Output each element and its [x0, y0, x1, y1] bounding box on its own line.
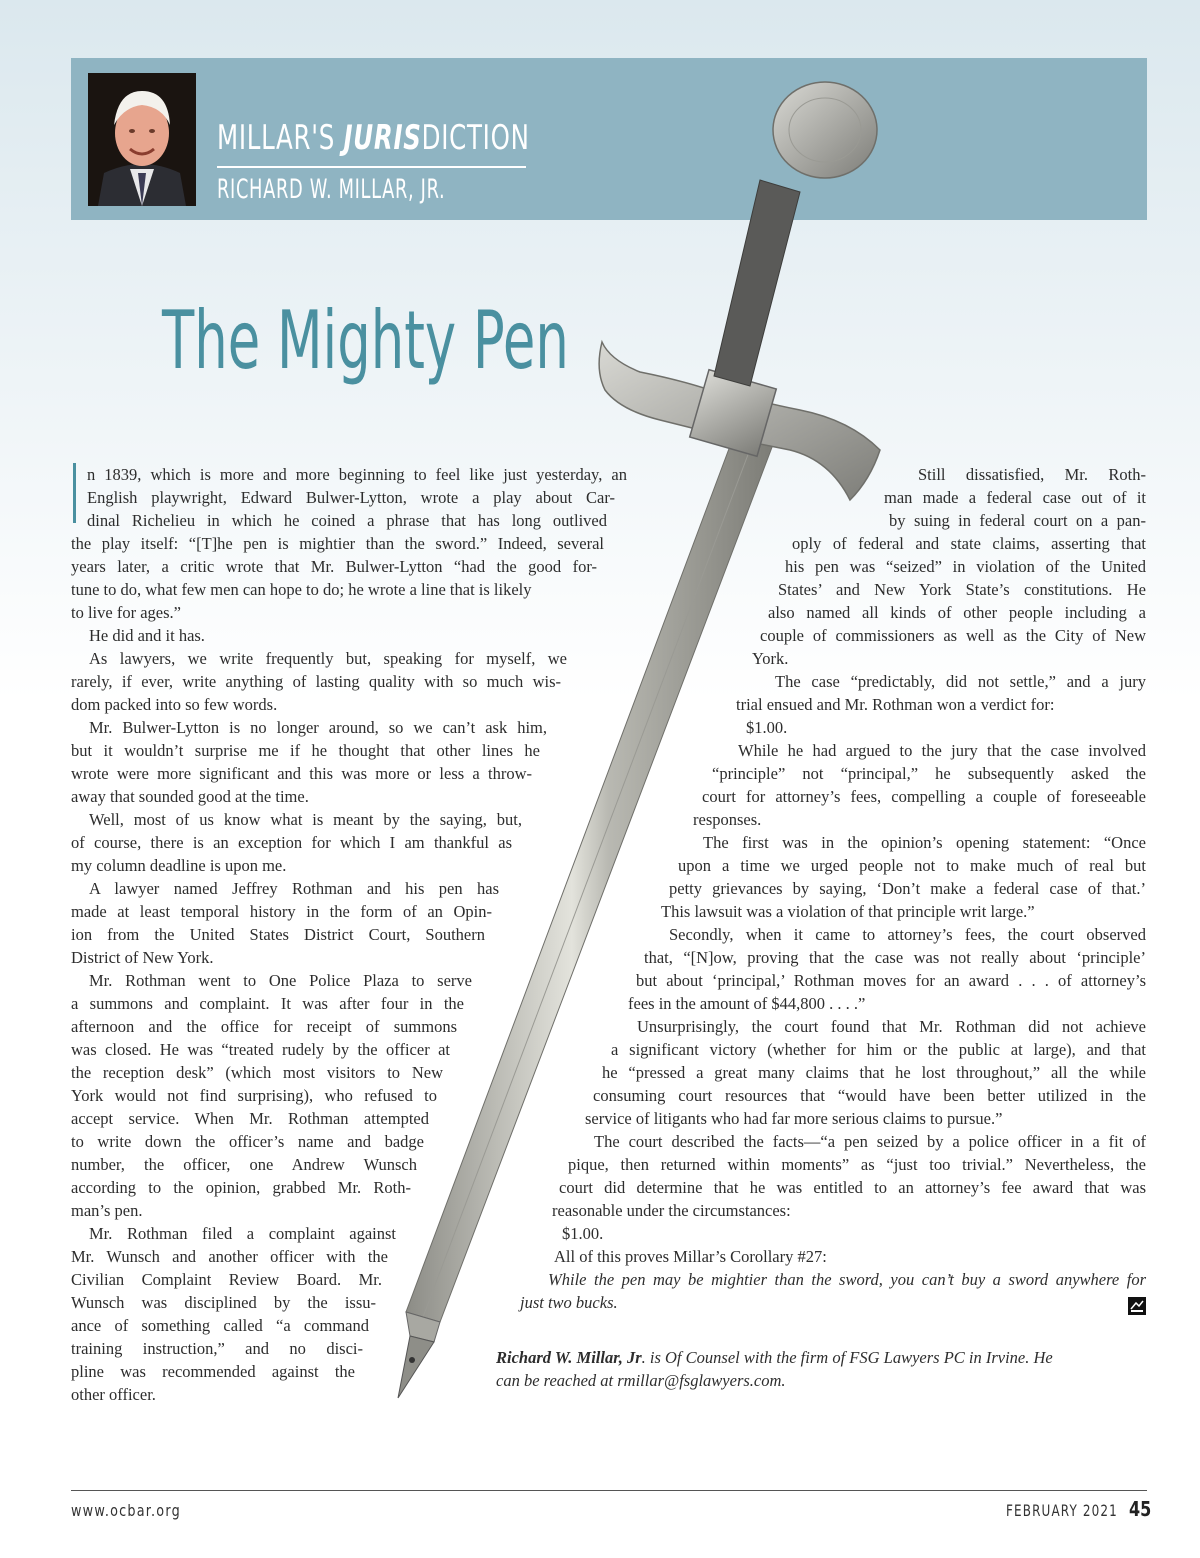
left-column-line: A lawyer named Jeffrey Rothman and his pen has [89, 879, 499, 898]
column-title-post: DICTION [421, 118, 530, 158]
left-column-line: York would not find surprising), who refused to [71, 1086, 437, 1105]
right-column-line: that, “[N]ow, proving that the case was not really about ‘principle’ [644, 948, 1146, 967]
left-column-line: other officer. [71, 1385, 156, 1404]
right-column-line: couple of commissioners as well as the City of New [760, 626, 1146, 645]
article-headline: The Mighty Pen [162, 294, 569, 387]
right-column-line: York. [752, 649, 789, 668]
left-column-line: to live for ages.” [71, 603, 181, 622]
left-column-line: English playwright, Edward Bulwer-Lytton, wrote a play about Car- [87, 488, 615, 507]
right-column-line: All of this proves Millar’s Corollary #27: [554, 1247, 827, 1266]
right-column-line: reasonable under the circumstances: [552, 1201, 791, 1220]
right-column-line: just two bucks. [520, 1293, 618, 1312]
left-column-line: number, the officer, one Andrew Wunsch [71, 1155, 417, 1174]
right-column-line: oply of federal and state claims, asserting that [792, 534, 1146, 553]
left-column-line: n 1839, which is more and more beginning to feel like just yesterday, an [87, 465, 627, 484]
left-column-line: the play itself: “[T]he pen is mightier than the sword.” Indeed, several [71, 534, 604, 553]
right-column-line: upon a time we urged people not to make much of real but [678, 856, 1146, 875]
left-column-line: away that sounded good at the time. [71, 787, 309, 806]
left-column-line: a summons and complaint. It was after four in the [71, 994, 464, 1013]
right-column-line: The first was in the opinion’s opening statement: “Once [703, 833, 1146, 852]
left-column-line: dinal Richelieu in which he coined a phrase that has long outlived [87, 511, 607, 530]
right-column-line: pique, then returned within moments” as “just too trivial.” Nevertheless, the [568, 1155, 1146, 1174]
left-column-line: Civilian Complaint Review Board. Mr. [71, 1270, 382, 1289]
left-column-line: Mr. Bulwer-Lytton is no longer around, so we can’t ask him, [89, 718, 547, 737]
left-column-line: years later, a critic wrote that Mr. Bulwer-Lytton “had the good for- [71, 557, 597, 576]
author-bio-name: Richard W. Millar, Jr [496, 1348, 642, 1367]
left-column-line: wrote were more significant and this was more or less a throw- [71, 764, 532, 783]
right-column-line: by suing in federal court on a pan- [889, 511, 1146, 530]
right-column-line: but about ‘principal,’ Rothman moves for an award . . . of attorney’s [636, 971, 1146, 990]
author-photo [88, 73, 196, 206]
left-column-line: my column deadline is upon me. [71, 856, 287, 875]
right-column-line: his pen was “seized” in violation of the United [785, 557, 1146, 576]
left-column-line: He did and it has. [89, 626, 205, 645]
left-column-line: Well, most of us know what is meant by the saying, but, [89, 810, 522, 829]
right-column-line: consuming court resources that “would have been better utilized in the [593, 1086, 1146, 1105]
right-column-line: Secondly, when it came to attorney’s fees, the court observed [669, 925, 1146, 944]
column-title-italic: JURIS [343, 118, 422, 158]
left-column-line: ion from the United States District Court, Southern [71, 925, 485, 944]
right-column-line: man made a federal case out of it [884, 488, 1146, 507]
right-column-line: a significant victory (whether for him or the public at large), and that [611, 1040, 1146, 1059]
right-column-line: While the pen may be mightier than the sword, you can’t buy a sword anywhere for [548, 1270, 1146, 1289]
right-column-line: he “pressed a great many claims that he lost throughout,” all the while [602, 1063, 1146, 1082]
left-column-line: pline was recommended against the [71, 1362, 355, 1381]
left-column-line: rarely, if ever, write anything of lasting quality with so much wis- [71, 672, 561, 691]
right-column-line: trial ensued and Mr. Rothman won a verdict for: [736, 695, 1055, 714]
left-column-line: training instruction,” and no disci- [71, 1339, 363, 1358]
right-column-line: petty grievances by saying, ‘Don’t make a federal case of that.’ [669, 879, 1146, 898]
right-column-line: fees in the amount of $44,800 . . . .” [628, 994, 866, 1013]
author-bio-text: . is Of Counsel with the firm of FSG Lawyers PC in Irvine. He [641, 1348, 1053, 1367]
left-column-line: according to the opinion, grabbed Mr. Roth- [71, 1178, 411, 1197]
page-number: 45 [1129, 1497, 1152, 1521]
left-column-line: afternoon and the office for receipt of summons [71, 1017, 457, 1036]
left-column-line: Mr. Wunsch and another officer with the [71, 1247, 388, 1266]
right-column-line: States’ and New York State’s constitutions. He [778, 580, 1146, 599]
left-column-line: Wunsch was disciplined by the issu- [71, 1293, 376, 1312]
right-column-line: $1.00. [746, 718, 788, 737]
column-author: RICHARD W. MILLAR, JR. [217, 174, 446, 205]
left-column-line: made at least temporal history in the form of an Opin- [71, 902, 492, 921]
left-column-line: ance of something called “a command [71, 1316, 369, 1335]
drop-cap [73, 463, 76, 523]
footer-website: www.ocbar.org [71, 1501, 181, 1520]
column-title-pre: MILLAR'S [217, 118, 344, 158]
right-column-line: service of litigants who had far more serious claims to pursue.” [585, 1109, 1003, 1128]
left-column-line: tune to do, what few men can hope to do; he wrote a line that is likely [71, 580, 532, 599]
author-bio-line-1 [496, 1346, 1053, 1369]
right-column-line: court did determine that he was entitled to an attorney’s fee award that was [559, 1178, 1146, 1197]
left-column-line: Mr. Rothman filed a complaint against [89, 1224, 396, 1243]
left-column-line: dom packed into so few words. [71, 695, 278, 714]
right-column-line: court for attorney’s fees, compelling a couple of foreseeable [702, 787, 1146, 806]
right-column-line: While he had argued to the jury that the case involved [738, 741, 1146, 760]
left-column-line: As lawyers, we write frequently but, speaking for myself, we [89, 649, 567, 668]
end-mark-icon [1128, 1297, 1146, 1315]
left-column-line: District of New York. [71, 948, 214, 967]
right-column-line: The court described the facts—“a pen seized by a police officer in a fit of [594, 1132, 1146, 1151]
left-column-line: Mr. Rothman went to One Police Plaza to serve [89, 971, 472, 990]
right-column-line: The case “predictably, did not settle,” and a jury [775, 672, 1146, 691]
left-column-line: the reception desk” (which most visitors to New [71, 1063, 443, 1082]
left-column-line: but it wouldn’t surprise me if he thought that other lines he [71, 741, 540, 760]
right-column-line: $1.00. [562, 1224, 604, 1243]
right-column-line: Unsurprisingly, the court found that Mr. Rothman did not achieve [637, 1017, 1146, 1036]
right-column-line: “principle” not “principal,” he subsequently asked the [712, 764, 1146, 783]
right-column-line: Still dissatisfied, Mr. Roth- [918, 465, 1146, 484]
right-column-line: This lawsuit was a violation of that principle writ large.” [661, 902, 1035, 921]
right-column-line: also named all kinds of other people including a [768, 603, 1146, 622]
left-column-line: man’s pen. [71, 1201, 143, 1220]
author-bio-line-2: can be reached at rmillar@fsglawyers.com. [496, 1371, 786, 1390]
footer-issue-date: FEBRUARY 2021 [1006, 1501, 1118, 1520]
left-column-line: of course, there is an exception for which I am thankful as [71, 833, 512, 852]
footer-rule [71, 1490, 1147, 1491]
left-column-line: accept service. When Mr. Rothman attempted [71, 1109, 429, 1128]
left-column-line: to write down the officer’s name and badge [71, 1132, 424, 1151]
left-column-line: was closed. He was “treated rudely by the officer at [71, 1040, 450, 1059]
right-column-line: responses. [693, 810, 762, 829]
